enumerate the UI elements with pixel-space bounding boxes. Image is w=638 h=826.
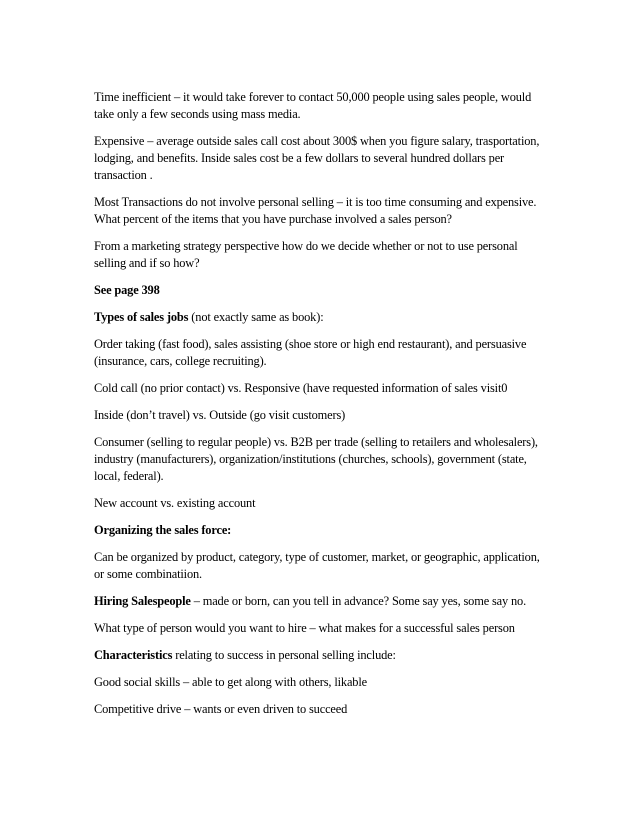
paragraph-text: From a marketing strategy perspective how do we decide whether or not to use personal selling and if so how? (94, 239, 518, 270)
paragraph-text: Time inefficient – it would take forever to contact 50,000 people using sales people, would take only a few seconds using mass media. (94, 90, 532, 121)
paragraph-text: (not exactly same as book): (188, 310, 324, 324)
paragraph-text: Order taking (fast food), sales assisting (shoe store or high end restaurant), and persuasive (insurance, cars, college recruiting). (94, 337, 527, 368)
paragraph-characteristics (94, 647, 544, 664)
paragraph-cold-call (94, 380, 544, 397)
bold-heading: Organizing the sales force: (94, 523, 232, 537)
paragraph-text: relating to success in personal selling include: (172, 648, 396, 662)
paragraph-text: Competitive drive – wants or even driven to succeed (94, 702, 348, 716)
paragraph-organizing (94, 522, 544, 539)
paragraph-marketing-strategy (94, 238, 544, 272)
bold-heading: Characteristics (94, 648, 173, 662)
paragraph-most-transactions (94, 194, 544, 228)
paragraph-consumer-b2b (94, 434, 544, 485)
paragraph-text: Cold call (no prior contact) vs. Responsive (have requested information of sales visit0 (94, 381, 508, 395)
bold-heading: See page 398 (94, 283, 160, 297)
paragraph-types-of-sales-jobs (94, 309, 544, 326)
paragraph-inside-outside (94, 407, 544, 424)
paragraph-order-taking (94, 336, 544, 370)
paragraph-text: Inside (don’t travel) vs. Outside (go visit customers) (94, 408, 346, 422)
paragraph-text: Expensive – average outside sales call cost about 300$ when you figure salary, trasportation, lodging, and benefits. Inside sales cost be a few dollars to several hundred dollars per transaction . (94, 134, 540, 182)
paragraph-competitive-drive (94, 701, 544, 718)
paragraph-social-skills (94, 674, 544, 691)
paragraph-text: New account vs. existing account (94, 496, 256, 510)
paragraph-text: Can be organized by product, category, type of customer, market, or geographic, application, or some combinatiion. (94, 550, 540, 581)
paragraph-what-type (94, 620, 544, 637)
document-page (94, 89, 544, 728)
paragraph-text: What type of person would you want to hire – what makes for a successful sales person (94, 621, 515, 635)
paragraph-expensive (94, 133, 544, 184)
bold-heading: Types of sales jobs (94, 310, 189, 324)
bold-heading: Hiring Salespeople (94, 594, 191, 608)
paragraph-text: Consumer (selling to regular people) vs. B2B per trade (selling to retailers and wholesalers), industry (manufacturers), organization/institutions (churches, schools), government (state, local, federal). (94, 435, 538, 483)
paragraph-see-page (94, 282, 544, 299)
paragraph-text: – made or born, can you tell in advance? Some say yes, some say no. (190, 594, 527, 608)
paragraph-text: Good social skills – able to get along with others, likable (94, 675, 367, 689)
paragraph-organized-by (94, 549, 544, 583)
paragraph-time-inefficient (94, 89, 544, 123)
paragraph-new-account (94, 495, 544, 512)
paragraph-text: Most Transactions do not involve personal selling – it is too time consuming and expensive. What percent of the items that you have purchase involved a sales person? (94, 195, 537, 226)
paragraph-hiring (94, 593, 544, 610)
